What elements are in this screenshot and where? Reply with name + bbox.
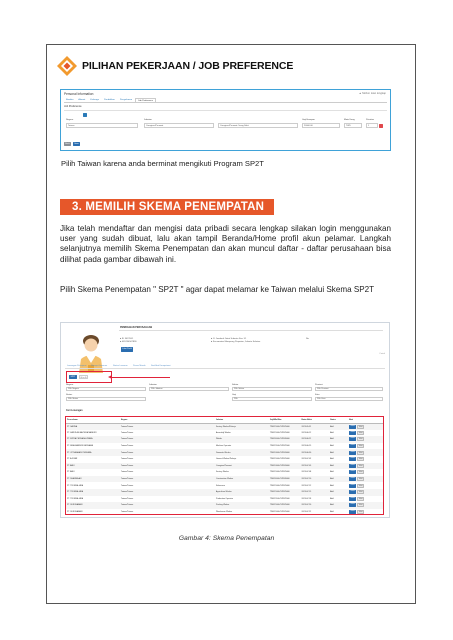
table-cell: 2023-06-21 xyxy=(301,436,330,443)
table-cell: 2023-07-20 xyxy=(301,502,330,509)
table-cell: TWD20000-TWD20000 xyxy=(269,463,301,470)
table-cell-actions xyxy=(348,489,383,496)
apply-button[interactable]: Lamar xyxy=(350,471,355,473)
table-row xyxy=(66,476,383,483)
table-cell: Taiwan/Taiwan xyxy=(120,431,134,434)
table-cell: TWD25000-TWD25000 xyxy=(269,484,290,487)
table-cell: Factory Worker xyxy=(215,471,229,474)
paragraph-login: Jika telah mendaftar dan mengisi data pribadi secara lengkap silakan login menggunakan user yang sudah dibuat, lalu akan tampil Beranda/Home profil akun pelamar. Langkah selanjutnya memilih Skema Penempatan dan akan muncul daftar - daftar perusahaan bisa dilihat pada gambar dibawah ini. xyxy=(60,224,391,264)
logo-icon xyxy=(57,56,77,76)
table-row xyxy=(66,496,383,503)
tab-keluarga[interactable]: Keluarga xyxy=(90,98,99,101)
detail-button[interactable]: Lihat xyxy=(358,439,363,441)
label-gaji: Gaji Harapan xyxy=(302,119,315,121)
table-cell: 2023-07-15 xyxy=(301,489,330,496)
detail-button[interactable]: Lihat xyxy=(358,426,363,428)
table-cell: Aktif xyxy=(329,476,348,483)
table-cell: Production Operator xyxy=(215,497,234,500)
filter-label-kota: Kota xyxy=(315,394,320,396)
job-table xyxy=(66,418,383,515)
jabatan-detail-select[interactable]: Caregiver/Perawat Orang Sakit xyxy=(218,123,298,128)
col-status: Status xyxy=(329,418,348,423)
label-jabatan: Jabatan xyxy=(144,119,152,121)
table-row xyxy=(66,509,383,516)
table-cell: 2023-06-30 xyxy=(301,449,330,456)
table-cell: 2023-05-31 xyxy=(301,423,330,430)
table-cell-actions xyxy=(348,423,383,430)
label-prioritas: Prioritas xyxy=(366,119,375,121)
filter-label-jabatan: Jabatan xyxy=(149,384,157,386)
table-cell: Taiwan/Taiwan xyxy=(120,497,134,500)
apply-button[interactable]: Lamar xyxy=(350,491,355,493)
col-negara: Negara xyxy=(120,418,215,423)
filter-label-sektor: Sektor xyxy=(232,384,239,386)
filter-negara-select[interactable]: Pilih Negara xyxy=(66,387,146,391)
col-batas: Batas Akhir xyxy=(301,418,330,423)
table-cell: Taiwan/Taiwan xyxy=(120,476,215,483)
col-gaji: Gaji/Min/Max xyxy=(269,418,301,423)
table-cell: PT. TRI BINA JAYA xyxy=(66,489,120,496)
table-cell: Taiwan/Taiwan xyxy=(120,471,134,474)
filter-label-status: Status xyxy=(66,394,73,396)
form-row xyxy=(64,123,387,129)
filter-provinsi-select[interactable]: Pilih Provinsi xyxy=(315,387,383,391)
apply-button[interactable]: Lamar xyxy=(350,451,355,453)
apply-button[interactable]: Lamar xyxy=(350,431,355,433)
table-cell: Taiwan/Taiwan xyxy=(120,458,134,461)
table-cell: Taiwan/Taiwan xyxy=(120,449,215,456)
screenshot-subtitle: Job Preference xyxy=(64,105,82,108)
skema-penempatan-screenshot xyxy=(60,322,390,518)
detail-button[interactable]: Lihat xyxy=(358,479,363,481)
prioritas-input[interactable]: 1 xyxy=(366,123,378,128)
table-row xyxy=(66,482,383,489)
profile-divider xyxy=(119,330,383,331)
screenshot-tabs xyxy=(64,98,387,103)
tab-pesan[interactable]: Pesan Masuk xyxy=(133,365,146,367)
detail-button[interactable]: Lihat xyxy=(358,498,363,500)
delete-row-button[interactable] xyxy=(379,124,383,128)
table-cell: Taiwan/Taiwan xyxy=(120,489,215,496)
table-cell-actions xyxy=(348,443,383,450)
profile-info-right: No xyxy=(306,338,309,340)
table-cell: Warehouse Worker xyxy=(215,511,233,514)
table-cell: General Worker/Pekerja xyxy=(215,458,237,461)
gaji-input[interactable]: 20000.00 xyxy=(302,123,340,128)
search-section-title: Cari Lowongan xyxy=(66,410,83,412)
table-cell: 2023-07-10 xyxy=(301,476,330,483)
table-cell: Taiwan/Taiwan xyxy=(120,484,134,487)
table-row xyxy=(66,489,383,496)
apply-button[interactable]: Lamar xyxy=(350,458,355,460)
table-cell: Factory Worker/Pekerja xyxy=(215,423,269,430)
detail-button[interactable]: Lihat xyxy=(358,446,363,448)
negara-select[interactable]: Taiwan xyxy=(66,123,138,128)
detail-button[interactable]: Lihat xyxy=(358,492,363,494)
table-cell: PT. TRI BINA JAYA xyxy=(67,497,84,500)
table-cell: 2023-07-12 xyxy=(301,484,312,487)
skema-gtog-tab[interactable]: G to G xyxy=(80,377,87,379)
table-cell: Aktif xyxy=(329,489,348,496)
detail-button[interactable]: Lihat xyxy=(358,452,363,454)
profile-name: PEMBAGIAN PERUSAHAAN xyxy=(120,326,153,329)
table-cell: TWD25000-TWD25000 xyxy=(269,471,290,474)
profile-info-mid xyxy=(211,338,260,344)
table-cell: PT. SURYA ABADI xyxy=(67,511,83,514)
table-cell: Aktif xyxy=(329,436,348,443)
detail-button[interactable]: Lihat xyxy=(358,465,363,467)
table-cell: 2023-06-25 xyxy=(301,445,312,448)
table-cell: TWD25500-TWD25500 xyxy=(269,497,290,500)
divider xyxy=(64,110,387,111)
tab-status[interactable]: Status Lamaran xyxy=(113,365,128,367)
table-cell: Taiwan/Taiwan xyxy=(120,436,215,443)
table-cell: Taiwan/Taiwan xyxy=(120,423,215,430)
table-cell: Aktif xyxy=(330,458,334,461)
tab-sertifikat[interactable]: Sertifikat Kompetensi xyxy=(151,365,171,367)
table-cell: 2023-06-12 xyxy=(301,431,312,434)
table-row xyxy=(66,463,383,470)
back-button[interactable]: Back xyxy=(65,143,70,145)
detail-button[interactable]: Lihat xyxy=(358,472,363,474)
table-row xyxy=(66,456,383,463)
table-cell: Fisherman xyxy=(215,484,225,487)
table-cell: TWD25000-TWD25000 xyxy=(269,423,301,430)
tab-alamat[interactable]: Alamat xyxy=(78,98,86,101)
paragraph-pilih-skema: Pilih Skema Penempatan " SP2T " agar dapat melamar ke Taiwan melalui Skema SP2T xyxy=(60,285,375,294)
table-cell: Caregiver/Perawat xyxy=(215,463,269,470)
table-row xyxy=(66,469,383,476)
filter-gaji-select[interactable]: Pilih xyxy=(232,397,312,401)
filter-kota-select[interactable]: Pilih Kota xyxy=(315,397,383,401)
table-cell-actions xyxy=(348,463,383,470)
filter-status-select[interactable]: Pilih Status xyxy=(66,397,146,401)
table-row xyxy=(66,430,383,437)
table-cell: PT. SURYA ABADI xyxy=(66,502,120,509)
table-cell: PT. BINA MANDIRI BERSAMA xyxy=(67,445,93,448)
table-cell: PT. DHARMA AJI xyxy=(66,476,120,483)
table-cell-actions xyxy=(348,469,383,476)
table-cell: Aktif xyxy=(330,445,334,448)
table-cell-actions xyxy=(348,496,383,503)
table-cell: PT. ABDI xyxy=(67,471,75,474)
profile-address-1: ● Jl. Jenderal Gatot Subroto Kav. 51 xyxy=(211,338,247,340)
profile-id: ● ID 3427001 xyxy=(120,338,134,340)
section-heading-skema: 3. MEMILIH SKEMA PENEMPATAN xyxy=(72,201,265,213)
table-cell: Aktif xyxy=(329,463,348,470)
profile-info-left xyxy=(120,338,137,344)
tab-biodata[interactable]: Biodata xyxy=(66,98,74,101)
table-cell: Welder xyxy=(215,436,269,443)
table-cell: TWD25000-TWD25000 xyxy=(269,511,290,514)
job-preference-screenshot xyxy=(60,89,391,151)
table-cell: 2023-07-02 xyxy=(301,458,312,461)
detail-button[interactable]: Lihat xyxy=(358,505,363,507)
apply-button[interactable]: Lamar xyxy=(350,445,355,447)
table-cell: Construction Worker xyxy=(215,476,269,483)
apply-button[interactable]: Lamar xyxy=(350,497,355,499)
table-cell: TWD26000-TWD26000 xyxy=(269,436,301,443)
view-profile-button[interactable]: Lihat Profil xyxy=(122,348,132,350)
col-perusahaan: Perusahaan xyxy=(66,418,120,423)
table-cell: Aktif xyxy=(330,497,334,500)
tab-lowongan[interactable]: Lowongan Pekerjaan xyxy=(67,365,87,367)
screenshot-right-note: ▲ Mohon isian lengkap xyxy=(358,92,386,95)
filter-sektor-select[interactable]: Pilih Sektor xyxy=(232,387,312,391)
detail-button[interactable]: Lihat xyxy=(358,432,363,434)
table-cell: Taiwan/Taiwan xyxy=(120,463,215,470)
tab-job-preference[interactable]: Job Preference xyxy=(135,98,156,102)
table-cell-actions xyxy=(348,436,383,443)
table-cell: 2023-07-08 xyxy=(301,471,312,474)
detail-button[interactable]: Lihat xyxy=(358,485,363,487)
table-cell: 2023-07-18 xyxy=(301,497,312,500)
table-cell: TWD25000-TWD25000 xyxy=(269,458,290,461)
apply-button[interactable]: Lamar xyxy=(350,504,355,506)
table-cell: Agriculture Worker xyxy=(215,489,269,496)
table-cell-actions xyxy=(348,502,383,509)
table-cell: Aktif xyxy=(330,471,334,474)
table-cell: TWD25500-TWD25500 xyxy=(269,445,290,448)
screenshot-title: Personal Information xyxy=(64,92,94,96)
table-cell-actions xyxy=(348,449,383,456)
jabatan-select[interactable]: Caregiver/Perawat xyxy=(144,123,214,128)
table-cell: Assembly Worker xyxy=(215,431,231,434)
table-row xyxy=(66,449,383,456)
filter-label-provinsi: Provinsi xyxy=(315,384,323,386)
table-cell-actions xyxy=(348,456,383,463)
filter-label-negara: Negara xyxy=(66,384,74,386)
table-cell: Aktif xyxy=(329,502,348,509)
pointer-arrow-icon xyxy=(108,375,112,379)
table-cell: Aktif xyxy=(330,484,334,487)
table-cell: TWD26000-TWD26000 xyxy=(269,476,301,483)
figure-caption: Gambar 4: Skema Penempatan xyxy=(178,535,275,542)
apply-button[interactable]: Lamar xyxy=(350,511,355,513)
skema-sp2t-tab[interactable]: SP2T xyxy=(70,376,76,378)
mata-uang-select[interactable]: TWD xyxy=(344,123,362,128)
table-cell: Aktif xyxy=(330,511,334,514)
table-cell: PT. KARYA SEJAHTERA MANDIRI xyxy=(67,431,97,434)
filter-jabatan-select[interactable]: Pilih Jabatan xyxy=(149,387,229,391)
table-cell: TWD25000-TWD25000 xyxy=(269,431,290,434)
col-jabatan: Jabatan xyxy=(215,418,269,423)
instruction-line: Pilih Taiwan karena anda berminat mengikuti Program SP2T xyxy=(61,159,264,168)
table-cell-actions xyxy=(348,482,383,489)
table-row xyxy=(66,443,383,450)
pointer-arrow-line xyxy=(112,377,170,378)
detail-button[interactable]: Lihat xyxy=(358,512,363,514)
table-cell: Machine Operator xyxy=(215,445,232,448)
apply-button[interactable]: Lamar xyxy=(350,484,355,486)
apply-button[interactable]: Lamar xyxy=(350,464,355,466)
table-cell: TWD20000-TWD20000 xyxy=(269,449,301,456)
table-cell: Aktif xyxy=(330,431,334,434)
label-mata-uang: Mata Uang xyxy=(344,119,355,121)
table-cell: 2023-07-05 xyxy=(301,463,330,470)
dashboard-tabs xyxy=(65,364,385,369)
table-cell: Packing Worker xyxy=(215,502,269,509)
detail-button[interactable]: Lihat xyxy=(358,459,363,461)
col-aksi: Aksi xyxy=(348,418,383,423)
table-cell: Aktif xyxy=(329,423,348,430)
label-negara: Negara xyxy=(66,119,74,121)
table-row xyxy=(66,423,383,430)
table-cell: TWD25000-TWD25000 xyxy=(269,502,301,509)
apply-button[interactable]: Lamar xyxy=(350,478,355,480)
table-cell: PT. MITRA PERSADA UTAMA xyxy=(66,436,120,443)
table-cell: Aktif xyxy=(329,449,348,456)
tab-riwayat[interactable]: Riwayat Lamaran xyxy=(91,365,108,367)
table-cell: Domestic Worker xyxy=(215,449,269,456)
table-cell: TWD25000-TWD25000 xyxy=(269,489,301,496)
table-cell: PT. SAFINA xyxy=(66,423,120,430)
filter-label-gaji: Gaji xyxy=(232,394,236,396)
add-row-button[interactable] xyxy=(83,113,87,117)
table-cell: Taiwan/Taiwan xyxy=(120,511,134,514)
table-cell: PT. AJSTAR xyxy=(67,458,78,461)
profile-address-2: ● Kecamatan Mampang Prapatan, Jakarta Selatan xyxy=(211,341,261,344)
table-cell: PT. ABDI xyxy=(66,463,120,470)
apply-button[interactable]: Lamar xyxy=(350,425,355,427)
table-cell: 2023-07-22 xyxy=(301,511,312,514)
table-cell-actions xyxy=(348,476,383,483)
section-heading-job-preference: PILIHAN PEKERJAAN / JOB PREFERENCE xyxy=(82,60,294,72)
table-cell-actions xyxy=(348,509,383,516)
table-cell: PT. TRI BINA JAYA xyxy=(67,484,84,487)
save-button[interactable]: Save xyxy=(74,143,79,145)
table-cell: PT. CITRA ABADI PERKASA xyxy=(66,449,120,456)
table-row xyxy=(66,502,383,509)
table-cell: Taiwan/Taiwan xyxy=(120,502,215,509)
form-buttons xyxy=(64,142,80,146)
apply-button[interactable]: Lamar xyxy=(350,438,355,440)
profile-phone: ● 081234567890 xyxy=(120,341,137,344)
tab-pendidikan[interactable]: Pendidikan xyxy=(104,98,115,101)
table-cell: Taiwan/Taiwan xyxy=(120,445,134,448)
table-cell-actions xyxy=(348,430,383,437)
table-row xyxy=(66,436,383,443)
tab-pengalaman[interactable]: Pengalaman xyxy=(119,98,133,101)
print-link[interactable]: Cetak xyxy=(379,353,385,355)
